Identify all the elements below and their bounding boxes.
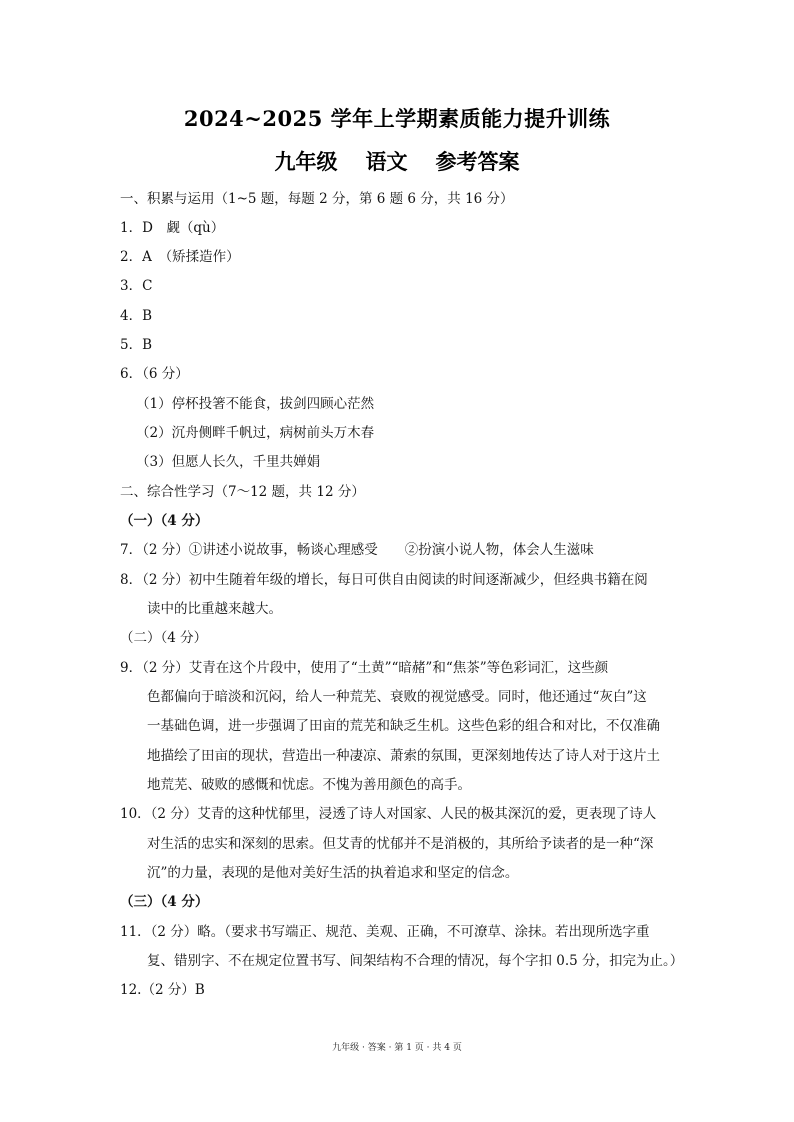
answer-q12: 12.（2 分）B [120, 982, 205, 998]
page-title: 2024~2025 学年上学期素质能力提升训练 [183, 106, 611, 131]
answer-q11-line2: 复、错别字、不在规定位置书写、间架结构不合理的情况，每个字扣 0.5 分，扣完为止。） [147, 953, 684, 969]
answer-q9-line5: 地荒芜、破败的感慨和忧虑。不愧为善用颜色的高手。 [147, 777, 471, 793]
answer-q6-2: （2）沉舟侧畔千帆过，病树前头万木春 [136, 425, 375, 441]
answer-q6-3: （3）但愿人长久，千里共婵娟 [136, 454, 321, 470]
answer-q3: 3．C [120, 278, 153, 294]
answer-q11-line1: 11．（2 分）略。（要求书写端正、规范、美观、正确，不可潦草、涂抹。若出现所选字重 [120, 924, 650, 940]
answer-q10-line3: 沉”的力量，表现的是他对美好生活的执着追求和坚定的信念。 [147, 865, 519, 881]
answer-q9-line2: 色都偏向于暗淡和沉闷，给人一种荒芜、衰败的视觉感受。同时，他还通过“灰白”这 [147, 689, 647, 705]
section2-heading: 二、综合性学习（7～12 题，共 12 分） [120, 484, 365, 500]
part2-heading: （二）（4 分） [120, 630, 208, 646]
answer-q9-line1: 9．（2 分）艾青在这个片段中，使用了“土黄”“暗赭”和“焦茶”等色彩词汇，这些颜 [120, 660, 609, 676]
answer-q9-line4: 地描绘了田亩的现状，营造出一种凄凉、萧索的氛围，更深刻地传达了诗人对于这片土 [147, 748, 660, 764]
answer-q6: 6．（6 分） [120, 366, 189, 382]
page-subtitle [0, 146, 794, 176]
answer-q1: 1．D 觑（qù） [120, 220, 225, 236]
part3-heading: （三）（4 分） [120, 894, 209, 910]
answer-q2: 2．A （矫揉造作） [120, 249, 240, 265]
answer-q10-line2: 对生活的忠实和深刻的思索。但艾青的忧郁并不是消极的，其所给予读者的是一种“深 [147, 836, 654, 852]
answer-q4: 4．B [120, 308, 153, 324]
answer-q8-line2: 读中的比重越来越大。 [147, 601, 282, 617]
answer-q7: 7．（2 分）①讲述小说故事，畅谈心理感受 ②扮演小说人物，体会人生滋味 [120, 542, 594, 558]
answer-q5: 5．B [120, 337, 153, 353]
subtitle-grade: 九年级 [274, 149, 338, 174]
section1-heading: 一、积累与运用（1~5 题，每题 2 分，第 6 题 6 分，共 16 分） [120, 191, 514, 207]
page-footer: 九年级 · 答案 · 第 1 页 · 共 4 页 [332, 1043, 462, 1053]
part1-heading: （一）（4 分） [120, 513, 209, 529]
answer-q8-line1: 8．（2 分）初中生随着年级的增长，每日可供自由阅读的时间逐渐减少，但经典书籍在阅 [120, 572, 648, 588]
answer-q6-1: （1）停杯投箸不能食，拔剑四顾心茫然 [136, 396, 375, 412]
answer-q9-line3: 一基础色调，进一步强调了田亩的荒芜和缺乏生机。这些色彩的组合和对比，不仅准确 [147, 718, 660, 734]
subtitle-subject: 语文 [365, 149, 408, 174]
subtitle-type: 参考答案 [435, 149, 520, 174]
answer-q10-line1: 10．（2 分）艾青的这种忧郁里，浸透了诗人对国家、人民的极其深沉的爱，更表现了诗人 [120, 806, 657, 822]
